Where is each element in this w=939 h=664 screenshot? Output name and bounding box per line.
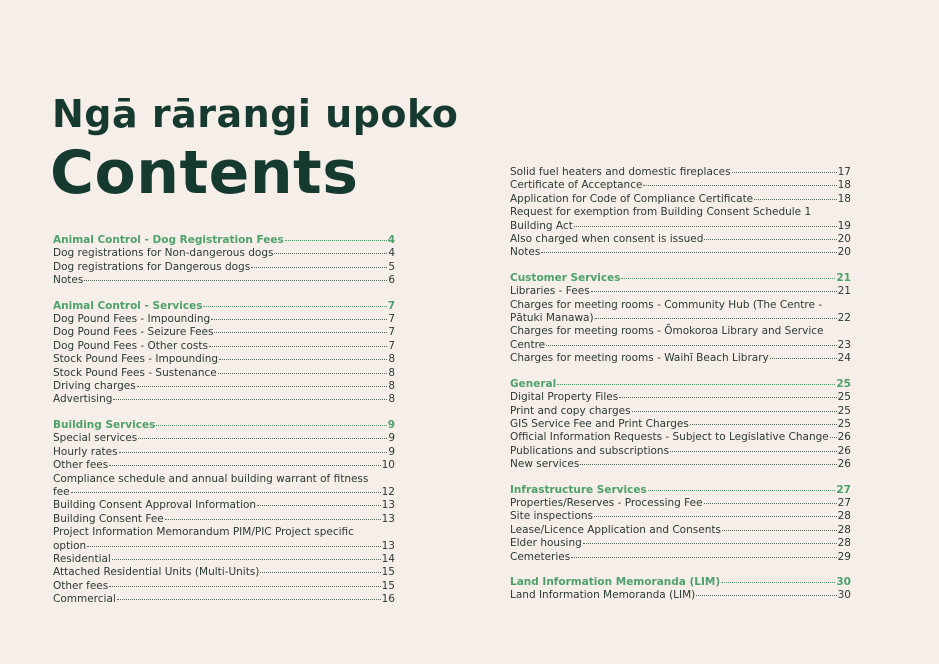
toc-entry-page-number: 20	[837, 233, 851, 246]
toc-entry-label: Other fees	[53, 579, 109, 592]
toc-entry[interactable]	[53, 540, 395, 553]
toc-entry[interactable]	[510, 551, 851, 564]
toc-entry-label: Lease/Licence Application and Consents	[510, 523, 721, 536]
toc-entry-label: Also charged when consent is issued	[510, 233, 704, 246]
toc-section-heading-label: Land Information Memoranda (LIM)	[510, 575, 721, 588]
toc-entry-label: Application for Code of Compliance Certificate	[510, 192, 754, 205]
toc-entry-label: Dog Pound Fees - Impounding	[53, 313, 211, 326]
dot-leader	[830, 437, 837, 438]
toc-entry-label: Stock Pound Fees - Impounding	[53, 353, 219, 366]
toc-section-heading-label: Animal Control - Services	[53, 299, 203, 312]
toc-entry-page-number: 19	[837, 219, 851, 232]
toc-entry-label: Driving charges	[53, 380, 136, 393]
toc-entry-page-number: 8	[388, 393, 395, 406]
toc-entry-label: Land Information Memoranda (LIM)	[510, 589, 696, 602]
toc-entry[interactable]	[510, 589, 851, 602]
toc-entry-label: Notes	[53, 274, 84, 287]
dot-leader	[214, 332, 387, 333]
dot-leader	[722, 530, 837, 531]
dot-leader	[732, 172, 837, 173]
toc-entry[interactable]	[53, 393, 395, 406]
dot-leader	[557, 384, 835, 385]
toc-entry[interactable]	[510, 339, 851, 352]
toc-entry[interactable]	[510, 233, 851, 246]
toc-entry-page-number: 9	[388, 445, 395, 458]
toc-entry-label: Dog Pound Fees - Other costs	[53, 339, 208, 352]
toc-entry[interactable]	[53, 261, 395, 274]
dot-leader	[211, 319, 387, 320]
toc-left-column	[53, 234, 395, 619]
toc-entry[interactable]	[510, 510, 851, 523]
dot-leader	[770, 358, 837, 359]
toc-entry-page-number: 8	[388, 366, 395, 379]
dot-leader	[84, 280, 387, 281]
toc-entry-label: Dog registrations for Non-dangerous dogs	[53, 247, 274, 260]
dot-leader	[670, 451, 837, 452]
toc-section-heading[interactable]	[510, 272, 851, 285]
toc-entry[interactable]	[510, 299, 851, 312]
dot-leader	[71, 492, 381, 493]
dot-leader	[219, 359, 387, 360]
toc-entry-label: Hourly rates	[53, 445, 118, 458]
toc-entry-page-number: 30	[837, 589, 851, 602]
toc-section-general	[510, 378, 851, 472]
toc-entry-label: Elder housing	[510, 537, 582, 550]
toc-entry-page-number: 22	[837, 312, 851, 325]
toc-entry[interactable]	[53, 553, 395, 566]
toc-entry[interactable]	[53, 247, 395, 260]
dot-leader	[574, 226, 837, 227]
toc-entry-label: Cemeteries	[510, 550, 571, 563]
toc-entry-label: Request for exemption from Building Consent Schedule 1	[510, 206, 812, 219]
dot-leader	[580, 464, 836, 465]
dot-leader	[119, 452, 388, 453]
toc-entry[interactable]	[53, 593, 395, 606]
toc-entry[interactable]	[510, 458, 851, 471]
toc-entry-label: fee	[53, 485, 70, 498]
toc-entry-label: Attached Residential Units (Multi-Units)	[53, 566, 260, 579]
toc-section-heading[interactable]	[510, 484, 851, 497]
toc-entry-label: Building Consent Approval Information	[53, 499, 257, 512]
dot-leader	[754, 199, 836, 200]
toc-entry-page-number: 7	[388, 326, 395, 339]
toc-section-heading[interactable]	[510, 576, 851, 589]
dot-leader	[138, 438, 387, 439]
toc-section-heading-page-number: 9	[387, 418, 395, 431]
dot-leader	[690, 424, 837, 425]
toc-entry-label: Notes	[510, 246, 541, 259]
toc-entry-label: Digital Property Files	[510, 391, 619, 404]
dot-leader	[541, 252, 836, 253]
dot-leader	[643, 185, 836, 186]
dot-leader	[165, 519, 381, 520]
toc-section-heading[interactable]	[510, 378, 851, 391]
dot-leader	[109, 586, 380, 587]
toc-entry[interactable]	[53, 340, 395, 353]
toc-entry-label: Site inspections	[510, 510, 594, 523]
toc-entry[interactable]	[510, 312, 851, 325]
toc-section-heading-page-number: 30	[836, 575, 851, 588]
toc-entry[interactable]	[510, 285, 851, 298]
toc-entry-page-number: 29	[837, 550, 851, 563]
dot-leader	[137, 386, 388, 387]
toc-entry-label: Advertising	[53, 393, 113, 406]
toc-section-animal-control-dog-registration-fees	[53, 234, 395, 288]
toc-entry-page-number: 25	[837, 404, 851, 417]
toc-entry-label: Charges for meeting rooms - Ōmokoroa Library and Service	[510, 325, 824, 338]
toc-entry-page-number: 21	[837, 285, 851, 298]
toc-entry-page-number: 6	[388, 274, 395, 287]
toc-entry-page-number: 23	[837, 338, 851, 351]
dot-leader	[285, 240, 387, 241]
toc-entry-page-number: 13	[381, 539, 395, 552]
dot-leader	[251, 267, 387, 268]
toc-entry[interactable]	[510, 445, 851, 458]
toc-entry[interactable]	[510, 418, 851, 431]
toc-entry[interactable]	[53, 326, 395, 339]
toc-entry[interactable]	[53, 274, 395, 287]
toc-entry-page-number: 7	[388, 313, 395, 326]
dot-leader	[109, 465, 380, 466]
toc-entry-page-number: 10	[381, 459, 395, 472]
toc-entry[interactable]	[53, 446, 395, 459]
toc-entry-label: GIS Service Fee and Print Charges	[510, 417, 689, 430]
toc-entry[interactable]	[53, 566, 395, 579]
toc-entry[interactable]	[53, 459, 395, 472]
toc-entry[interactable]	[510, 405, 851, 418]
toc-entry-label: option	[53, 539, 87, 552]
toc-entry-label: Building Consent Fee	[53, 512, 164, 525]
toc-section-heading-label: Animal Control - Dog Registration Fees	[53, 234, 284, 246]
toc-entry[interactable]	[510, 179, 851, 192]
toc-entry[interactable]	[53, 526, 395, 539]
toc-entry-page-number: 15	[381, 579, 395, 592]
dot-leader	[203, 306, 386, 307]
toc-entry[interactable]	[510, 391, 851, 404]
toc-section-heading[interactable]	[53, 234, 395, 247]
toc-entry-label: Other fees	[53, 459, 109, 472]
toc-section-heading-label: Infrastructure Services	[510, 483, 647, 496]
toc-entry[interactable]	[53, 367, 395, 380]
dot-leader	[274, 253, 387, 254]
toc-entry-label: Official Information Requests - Subject to Legislative Change	[510, 431, 829, 444]
toc-section-heading-label: Building Services	[53, 418, 156, 431]
dot-leader	[117, 599, 381, 600]
dot-leader	[591, 291, 837, 292]
toc-entry-label: Building Act	[510, 219, 573, 232]
toc-entry[interactable]	[510, 325, 851, 338]
toc-section-animal-control-services	[53, 300, 395, 407]
toc-entry-page-number: 27	[837, 496, 851, 509]
toc-entry[interactable]	[53, 486, 395, 499]
toc-entry-page-number: 8	[388, 353, 395, 366]
dot-leader	[583, 543, 837, 544]
toc-entry-label: Compliance schedule and annual building warrant of fitness	[53, 472, 369, 485]
toc-entry-label: Residential	[53, 552, 111, 565]
toc-section-heading[interactable]	[53, 419, 395, 432]
dot-leader	[260, 572, 380, 573]
toc-entry[interactable]	[510, 220, 851, 233]
toc-entry[interactable]	[53, 432, 395, 445]
toc-entry-page-number: 28	[837, 510, 851, 523]
dot-leader	[257, 505, 381, 506]
dot-leader	[595, 318, 837, 319]
toc-entry-label: Special services	[53, 432, 138, 445]
toc-entry[interactable]	[510, 431, 851, 444]
page-title-maori: Ngā rārangi upoko	[52, 92, 459, 136]
toc-entry[interactable]	[510, 497, 851, 510]
toc-entry-label: Properties/Reserves - Processing Fee	[510, 496, 703, 509]
toc-entry-label: New services	[510, 458, 580, 471]
toc-entry-page-number: 26	[837, 431, 851, 444]
toc-section-heading-label: Customer Services	[510, 271, 621, 284]
toc-entry-page-number: 15	[381, 566, 395, 579]
dot-leader	[619, 397, 836, 398]
toc-entry-label: Commercial	[53, 593, 116, 606]
toc-entry[interactable]	[53, 513, 395, 526]
dot-leader	[87, 546, 380, 547]
toc-entry-label: Libraries - Fees	[510, 285, 590, 298]
toc-entry-page-number: 7	[388, 339, 395, 352]
toc-entry-label: Print and copy charges	[510, 404, 631, 417]
toc-entry-label: Charges for meeting rooms - Community Hub (The Centre -	[510, 298, 823, 311]
toc-entry-page-number: 18	[837, 179, 851, 192]
dot-leader	[156, 425, 386, 426]
dot-leader	[704, 239, 836, 240]
toc-entry[interactable]	[53, 580, 395, 593]
toc-entry[interactable]	[53, 473, 395, 486]
toc-entry-page-number: 13	[381, 512, 395, 525]
toc-entry-label: Publications and subscriptions	[510, 444, 670, 457]
toc-entry-label: Dog Pound Fees - Seizure Fees	[53, 326, 214, 339]
toc-entry-page-number: 12	[381, 485, 395, 498]
dot-leader	[696, 595, 836, 596]
toc-entry-page-number: 13	[381, 499, 395, 512]
toc-section-heading[interactable]	[53, 300, 395, 313]
toc-section-heading-page-number: 7	[387, 299, 395, 312]
toc-entry-page-number: 18	[837, 192, 851, 205]
toc-entry[interactable]	[53, 380, 395, 393]
toc-entry-label: Centre	[510, 338, 546, 351]
toc-entry-page-number: 25	[837, 391, 851, 404]
dot-leader	[571, 557, 836, 558]
dot-leader	[112, 559, 381, 560]
dot-leader	[218, 373, 388, 374]
toc-entry-label: Dog registrations for Dangerous dogs	[53, 260, 251, 273]
dot-leader	[721, 582, 835, 583]
toc-section-continued	[510, 166, 851, 260]
toc-entry[interactable]	[510, 524, 851, 537]
toc-section-heading-page-number: 25	[836, 377, 851, 390]
toc-entry-label: Solid fuel heaters and domestic fireplaces	[510, 166, 731, 178]
toc-entry-label: Project Information Memorandum PIM/PIC Project specific	[53, 526, 354, 539]
toc-entry-page-number: 24	[837, 352, 851, 365]
toc-entry-page-number: 20	[837, 246, 851, 259]
toc-entry-page-number: 4	[388, 247, 395, 260]
toc-section-land-information-memoranda-lim	[510, 576, 851, 603]
toc-entry-page-number: 8	[388, 380, 395, 393]
toc-entry-label: Stock Pound Fees - Sustenance	[53, 366, 217, 379]
toc-right-column	[510, 166, 851, 615]
toc-entry-page-number: 28	[837, 523, 851, 536]
toc-entry-page-number: 14	[381, 552, 395, 565]
toc-section-customer-services	[510, 272, 851, 366]
toc-section-heading-page-number: 4	[387, 234, 395, 246]
toc-entry-page-number: 28	[837, 537, 851, 550]
toc-entry-page-number: 25	[837, 417, 851, 430]
toc-entry[interactable]	[510, 206, 851, 219]
dot-leader	[632, 411, 837, 412]
dot-leader	[209, 346, 387, 347]
toc-entry[interactable]	[510, 166, 851, 179]
dot-leader	[704, 503, 837, 504]
toc-entry[interactable]	[510, 537, 851, 550]
toc-entry-label: Pātuki Manawa)	[510, 312, 594, 325]
toc-entry-label: Charges for meeting rooms - Waihī Beach Library	[510, 352, 769, 365]
toc-entry-page-number: 16	[381, 593, 395, 606]
toc-entry-page-number: 26	[837, 458, 851, 471]
toc-section-heading-page-number: 21	[836, 271, 851, 284]
toc-entry[interactable]	[510, 193, 851, 206]
toc-entry-page-number: 5	[388, 260, 395, 273]
toc-section-infrastructure-services	[510, 484, 851, 564]
dot-leader	[113, 399, 387, 400]
toc-entry-page-number: 9	[388, 432, 395, 445]
toc-entry[interactable]	[53, 353, 395, 366]
toc-entry-page-number: 17	[837, 166, 851, 178]
toc-section-building-services	[53, 419, 395, 607]
toc-entry[interactable]	[53, 313, 395, 326]
toc-entry[interactable]	[510, 352, 851, 365]
dot-leader	[594, 516, 837, 517]
toc-entry-label: Certificate of Acceptance	[510, 179, 643, 192]
dot-leader	[621, 278, 835, 279]
toc-entry-page-number: 26	[837, 444, 851, 457]
page-title: Contents	[50, 138, 359, 208]
toc-section-heading-page-number: 27	[836, 483, 851, 496]
toc-entry[interactable]	[510, 246, 851, 259]
dot-leader	[546, 345, 837, 346]
toc-section-heading-label: General	[510, 377, 557, 390]
toc-entry[interactable]	[53, 499, 395, 512]
dot-leader	[648, 490, 836, 491]
